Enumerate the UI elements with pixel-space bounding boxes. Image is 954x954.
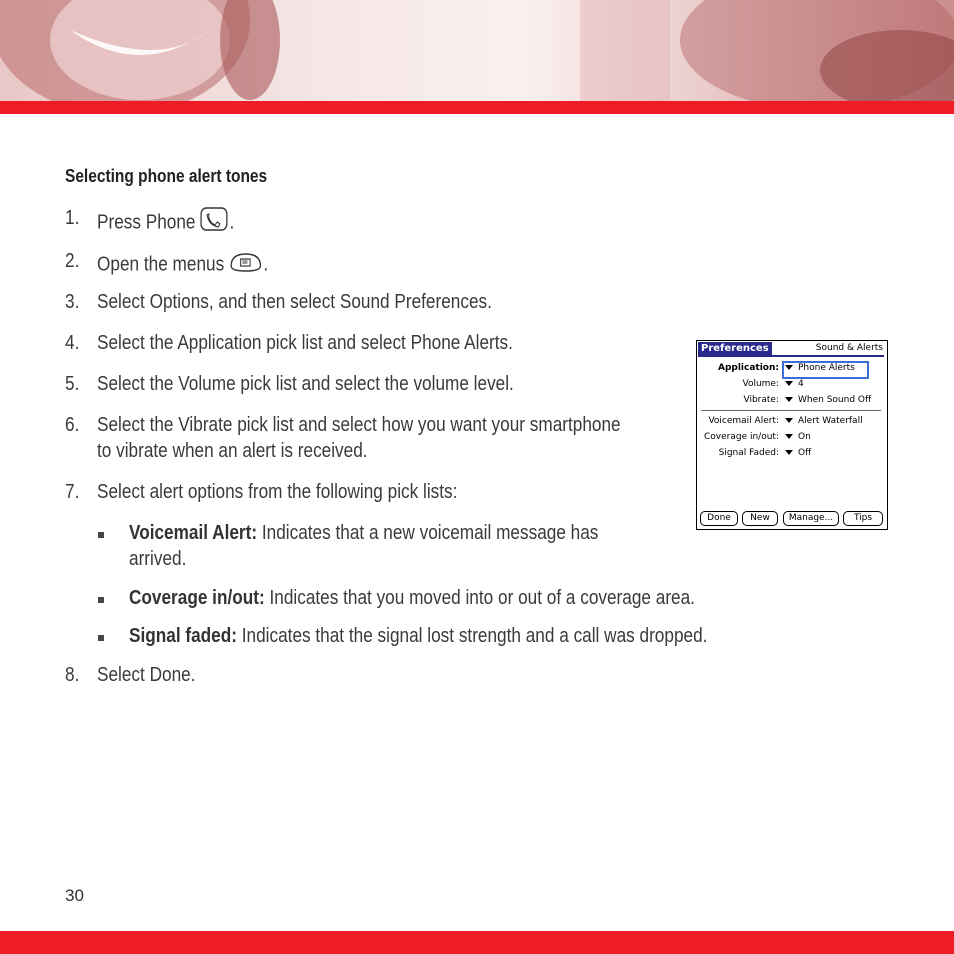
step-text: Press Phone [97,211,196,234]
category-picker[interactable]: Sound & Alerts [815,343,883,353]
step-4: Select the Application pick list and select Phone Alerts. [97,332,513,354]
bullet-icon [98,597,104,603]
bullet-icon [98,532,104,538]
row-label: Voicemail Alert: [708,416,779,426]
step-5: Select the Volume pick list and select the volume level. [97,373,514,395]
dropdown-arrow-icon [785,365,793,370]
step-suffix: . [263,253,269,276]
done-button[interactable]: Done [700,511,738,526]
step-number: 2. [65,250,80,272]
row-label: Volume: [742,379,779,389]
step-6: Select the Vibrate pick list and select how you want your smartphone [97,414,621,436]
title-underline [698,355,884,357]
divider [701,410,881,411]
row-value: 4 [798,379,804,389]
step-suffix: . [229,211,235,234]
bullet-signal-faded [129,625,707,648]
step-1 [97,207,234,239]
row-value: When Sound Off [798,395,872,405]
bullet-desc: Indicates that the signal lost strength and a call was dropped. [236,625,708,647]
bullet-term: Signal faded: [129,625,237,647]
step-number: 4. [65,332,80,354]
step-3: Select Options, and then select Sound Preferences. [97,291,492,313]
new-button[interactable]: New [742,511,778,526]
row-value: Off [798,448,812,458]
step-7: Select alert options from the following pick lists: [97,481,458,503]
step-text: Open the menus [97,253,225,276]
bullet-coverage [129,587,695,610]
bullet-term: Coverage in/out: [129,587,265,609]
bullet-term: Voicemail Alert: [129,522,258,544]
banner-photo-graphic [0,0,954,101]
tips-button[interactable]: Tips [843,511,883,526]
manage-button[interactable]: Manage... [783,511,839,526]
step-number: 3. [65,291,80,313]
header-photo-banner [0,0,954,101]
step-6-continued: to vibrate when an alert is received. [97,440,368,462]
phone-key-icon [200,207,229,239]
section-heading: Selecting phone alert tones [65,166,268,186]
bullet-voicemail-continued: arrived. [129,548,187,570]
row-label: Vibrate: [743,395,779,405]
row-value: Phone Alerts [798,363,855,373]
dropdown-arrow-icon [785,434,793,439]
dropdown-arrow-icon [785,397,793,402]
row-value: On [798,432,811,442]
step-number: 1. [65,207,80,229]
preferences-screenshot [696,340,888,530]
step-number: 8. [65,664,80,686]
dropdown-arrow-icon [785,450,793,455]
row-label: Application: [717,363,779,373]
dropdown-arrow-icon [785,418,793,423]
page-number: 30 [65,886,84,905]
step-number: 7. [65,481,80,503]
bullet-desc: Indicates that you moved into or out of a coverage area. [264,587,695,609]
bottom-red-bar [0,931,954,954]
bullet-desc: Indicates that a new voicemail message has [257,522,599,544]
row-value: Alert Waterfall [798,416,863,426]
row-label: Coverage in/out: [704,432,779,442]
step-number: 5. [65,373,80,395]
bullet-voicemail-alert [129,522,598,545]
top-red-bar [0,101,954,114]
row-label: Signal Faded: [718,448,779,458]
step-8: Select Done. [97,664,196,686]
step-number: 6. [65,414,80,436]
step-2 [97,250,268,280]
menu-key-icon [229,250,263,280]
dropdown-arrow-icon [785,381,793,386]
bullet-icon [98,635,104,641]
preferences-title: Preferences [698,342,772,355]
